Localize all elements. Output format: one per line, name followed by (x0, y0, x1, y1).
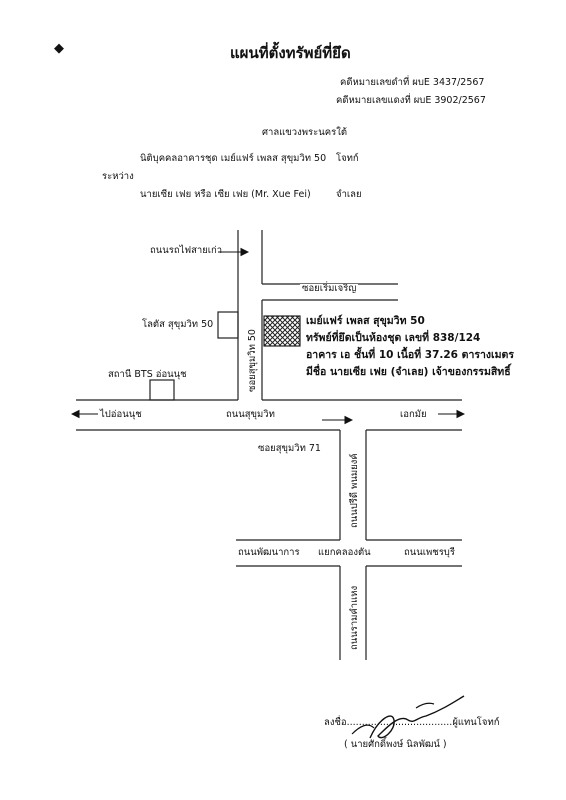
property-line4: มีชื่อ นายเซีย เฟย (จำเลย) เจ้าของกรรมสิทธิ์ (306, 366, 511, 378)
property-line2: ทรัพย์ที่ยึดเป็นห้องชุด เลขที่ 838/124 (306, 332, 481, 344)
lotus-label: โลตัส สุขุมวิท 50 (142, 319, 214, 330)
to-onnut-label: ไปอ่อนนุช (100, 409, 142, 420)
bts-station-label: สถานี BTS อ่อนนุช (108, 369, 187, 380)
sukhumvit-road-label: ถนนสุขุมวิท (226, 409, 275, 420)
case-red-number: คดีหมายเลขแดงที่ ผบE 3902/2567 (336, 95, 486, 106)
corner-mark: ◆ (54, 41, 64, 56)
soi-sukhumvit71-label: ซอยสุขุมวิท 71 (258, 443, 321, 454)
property-line3: อาคาร เอ ชั้นที่ 10 เนื้อที่ 37.26 ตารางเมตร (306, 349, 514, 361)
plaintiff-role: โจทก์ (336, 153, 359, 164)
sign-prefix: ลงชื่อ (324, 717, 347, 728)
case-black-number: คดีหมายเลขดำที่ ผบE 3437/2567 (340, 77, 485, 88)
document-title: แผนที่ตั้งทรัพย์ที่ยึด (230, 44, 351, 62)
property-marker (264, 316, 300, 346)
bts-station-box (150, 380, 174, 400)
defendant-role: จำเลย (336, 189, 362, 200)
lotus-building (218, 312, 238, 338)
between-label: ระหว่าง (102, 171, 134, 182)
soi-roemcharoen-label: ซอยเริ่มเจริญ (302, 283, 357, 294)
phatthanakan-label: ถนนพัฒนาการ (238, 547, 300, 558)
signer-name: ( นายศักดิ์พงษ์ นิลพัฒน์ ) (344, 739, 447, 750)
plaintiff-name: นิติบุคคลอาคารชุด เมย์แฟร์ เพลส สุขุมวิท 50 (140, 153, 327, 164)
rail-road-label: ถนนรถไฟสายเก่า (150, 245, 223, 256)
phetchaburi-label: ถนนเพชรบุรี (404, 547, 455, 558)
sign-suffix: ผู้แทนโจทก์ (452, 717, 500, 728)
soi-sukhumvit50-label: ซอยสุขุมวิท 50 (247, 329, 258, 392)
defendant-name: นายเซีย เฟย หรือ เซีย เฟย (Mr. Xue Fei) (140, 189, 311, 200)
ramkhamhaeng-label: ถนนรามคำแหง (349, 585, 360, 650)
property-line1: เมย์แฟร์ เพลส สุขุมวิท 50 (306, 315, 425, 327)
khlong-tan-junction-label: แยกคลองตัน (318, 547, 371, 558)
signature-line (324, 718, 499, 728)
ekkamai-label: เอกมัย (400, 409, 427, 420)
dotted-line: ................................... (346, 717, 453, 728)
court-name: ศาลแขวงพระนครใต้ (262, 127, 348, 138)
pridi-road-label: ถนนปรีดี พนมยงค์ (349, 453, 360, 528)
